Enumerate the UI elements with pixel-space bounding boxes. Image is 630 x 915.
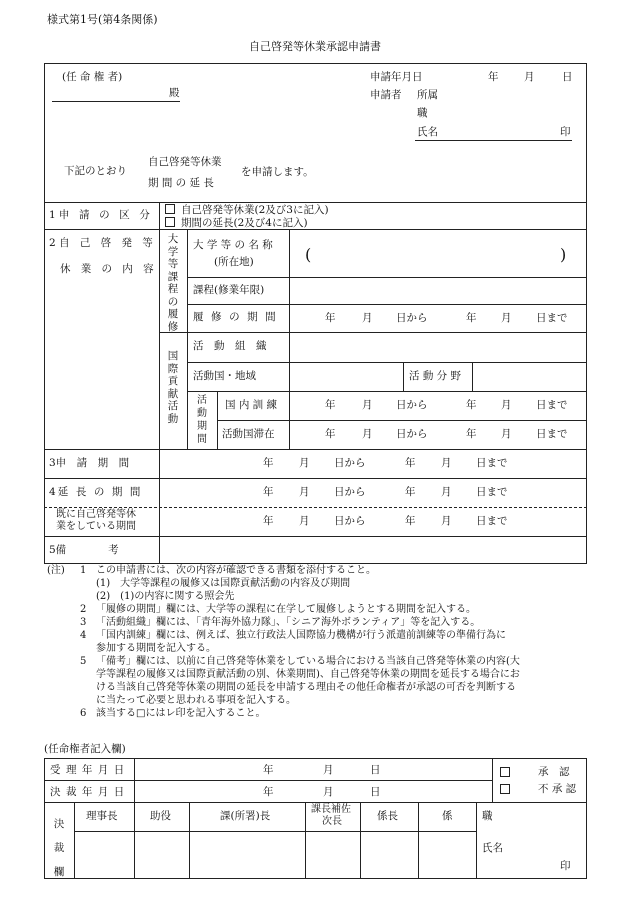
decision-vertical-label: 決裁欄 [53, 818, 65, 878]
request-option-extension: 期 間 の 延 長 [148, 177, 214, 189]
note6-text: 該当する□にはレ印を記入すること。 [96, 708, 266, 719]
decision-year: 年 [263, 786, 274, 798]
addressee-label: (任 命 権 者) [62, 71, 123, 83]
row1-option-leave: 自己啓発等休業(2及び3に記入) [165, 204, 329, 216]
row4b-label-line2: 業をしている期間 [56, 521, 136, 532]
seal-mark-appointer: 印 [560, 860, 571, 872]
r4b-end-year: 年 [405, 515, 416, 527]
note3-number: 3 [80, 617, 87, 628]
r3-end-month: 月 [441, 457, 452, 469]
r4b-start-from: 日から [334, 515, 366, 527]
note1-number: 1 [80, 565, 87, 576]
study-period-label: 履 修 の 期 間 [193, 311, 278, 323]
col-chairman: 理事長 [86, 810, 118, 822]
appointer-section-label: (任命権者記入欄) [44, 743, 126, 755]
r4b-end-month: 月 [441, 515, 452, 527]
r4-end-month: 月 [441, 486, 452, 498]
activity-period-vertical-label: 活動期間 [197, 395, 207, 445]
r4-start-month: 月 [299, 486, 310, 498]
note2-text: 「履修の期間」欄には、大学等の課程に在学して履修しようとする期間を記入する。 [96, 604, 476, 615]
reject-checkbox[interactable] [500, 784, 510, 794]
col-section-chief: 課(所署)長 [220, 810, 271, 822]
r4-start-from: 日から [334, 486, 366, 498]
note3-text: 「活動組織」欄には、「青年海外協力隊」、「シニア海外ボランティア」等を記入する。 [96, 617, 481, 628]
date-month: 月 [524, 71, 535, 83]
note5-text-line1: 「備考」欄には、以前に自己啓発等休業をしている場合における当該自己啓発等休業の内容(大 [96, 656, 520, 667]
received-day: 日 [370, 764, 381, 776]
note2-number: 2 [80, 604, 87, 615]
univ-course-vertical-label: 大学等課程の履修 [167, 233, 179, 333]
study-start-month: 月 [362, 312, 373, 324]
affiliation-label: 所属 [417, 89, 438, 101]
training-start-year: 年 [325, 399, 336, 411]
stay-end-month: 月 [501, 428, 512, 440]
col-staff: 係 [442, 810, 453, 822]
study-end-year: 年 [466, 312, 477, 324]
extension-checkbox[interactable] [165, 217, 175, 227]
row1-label: 1申 請 の 区 分 [49, 209, 154, 221]
r4-start-year: 年 [263, 486, 274, 498]
row4-label: 4延 長 の 期 間 [49, 486, 143, 498]
note1-text: この申請書には、次の内容が確認できる書類を添付すること。 [96, 565, 376, 576]
request-option-leave: 自己啓発等休業 [148, 156, 222, 168]
univ-name-bracket-open: ( [305, 245, 312, 264]
date-year: 年 [488, 71, 499, 83]
r3-start-year: 年 [263, 457, 274, 469]
date-label: 申請年月日 [370, 71, 423, 83]
post-label: 職 [482, 810, 493, 822]
study-start-from: 日から [396, 312, 428, 324]
note6-number: 6 [80, 708, 87, 719]
position-label: 職 [417, 107, 428, 119]
note4-number: 4 [80, 630, 87, 641]
stay-start-month: 月 [362, 428, 373, 440]
addressee-suffix: 殿 [169, 87, 180, 99]
received-date-label: 受 理 年 月 日 [50, 764, 126, 776]
row2-label-line2: 休 業 の 内 容 [60, 263, 158, 275]
domestic-training-label: 国 内 訓 練 [225, 399, 278, 411]
col-executive: 助役 [150, 810, 171, 822]
training-end-month: 月 [501, 399, 512, 411]
study-start-year: 年 [325, 312, 336, 324]
decision-month: 月 [323, 786, 334, 798]
activity-org-label: 活 動 組 織 [193, 340, 267, 352]
note1-item1: (1) 大学等課程の履修又は国際貢献活動の内容及び期間 [96, 578, 351, 589]
leave-checkbox[interactable] [165, 204, 175, 214]
row4b-label-line1: 既に自己啓発等休 [56, 509, 136, 520]
r4-end-until: 日まで [476, 486, 508, 498]
univ-location-label: (所在地) [214, 256, 254, 268]
addressee-line [52, 101, 180, 102]
row2-label-line1: 2自 己 啓 発 等 [49, 237, 157, 249]
row5-label: 5備 考 [49, 544, 119, 556]
overseas-stay-label: 活動国滞在 [222, 428, 275, 440]
col-assistant-line1: 課長補佐 [311, 804, 351, 815]
study-end-until: 日まで [536, 312, 568, 324]
seal-mark: 印 [560, 126, 571, 138]
note1-item2: (2) (1)の内容に関する照会先 [96, 591, 235, 602]
name-label-appointer: 氏名 [482, 842, 503, 854]
note5-text-line3: ける当該自己啓発等休業の期間の延長を申請する理由その他任命権者が承認の可否を判断する [96, 682, 516, 693]
note5-text-line4: に当たって必要と思われる事項を記入する。 [96, 695, 296, 706]
study-end-month: 月 [501, 312, 512, 324]
col-subsection-chief: 係長 [377, 810, 398, 822]
training-start-from: 日から [396, 399, 428, 411]
approve-checkbox[interactable] [500, 767, 510, 777]
form-number: 様式第1号(第4条関係) [47, 13, 158, 26]
notes-label: (注) [47, 565, 65, 576]
form-title: 自己啓発等休業承認申請書 [249, 40, 381, 53]
activity-country-label: 活動国・地域 [193, 370, 256, 382]
received-year: 年 [263, 764, 274, 776]
r3-start-from: 日から [334, 457, 366, 469]
approve-label: 承 認 [538, 766, 570, 778]
col-assistant-line2: 次長 [322, 816, 342, 827]
applicant-label: 申請者 [370, 89, 402, 101]
note5-number: 5 [80, 656, 87, 667]
name-underline [415, 140, 572, 141]
reject-label: 不 承 認 [538, 783, 577, 795]
training-end-year: 年 [466, 399, 477, 411]
intl-activity-vertical-label: 国際貢献活動 [167, 350, 179, 425]
stay-end-until: 日まで [536, 428, 568, 440]
training-end-until: 日まで [536, 399, 568, 411]
stay-end-year: 年 [466, 428, 477, 440]
r4b-start-month: 月 [299, 515, 310, 527]
decision-day: 日 [370, 786, 381, 798]
received-month: 月 [323, 764, 334, 776]
date-day: 日 [562, 71, 573, 83]
stay-start-from: 日から [396, 428, 428, 440]
training-start-month: 月 [362, 399, 373, 411]
univ-name-label: 大 学 等 の 名 称 [193, 239, 273, 251]
r3-end-until: 日まで [476, 457, 508, 469]
note4-text-line2: 参加する期間を記入する。 [96, 643, 216, 654]
request-suffix: を申請します。 [241, 166, 314, 178]
r4-end-year: 年 [405, 486, 416, 498]
name-label: 氏名 [417, 126, 438, 138]
activity-field-label: 活 動 分 野 [409, 370, 462, 382]
r3-start-month: 月 [299, 457, 310, 469]
r4b-start-year: 年 [263, 515, 274, 527]
stay-start-year: 年 [325, 428, 336, 440]
r3-end-year: 年 [405, 457, 416, 469]
note5-text-line2: 学等課程の履修又は国際貢献活動の別、休業期間)、自己啓発等休業の期間を延長する場合にお [96, 669, 520, 680]
course-label: 課程(修業年限) [193, 284, 265, 296]
row3-label: 3申 請 期 間 [49, 457, 130, 469]
decision-date-label: 決 裁 年 月 日 [50, 786, 126, 798]
request-prefix: 下記のとおり [64, 165, 127, 177]
r4b-end-until: 日まで [476, 515, 508, 527]
note4-text-line1: 「国内訓練」欄には、例えば、独立行政法人国際協力機構が行う派遣前訓練等の準備行為に [96, 630, 506, 641]
univ-name-bracket-close: ) [560, 245, 567, 264]
row1-option-extension: 期間の延長(2及び4に記入) [165, 217, 308, 229]
